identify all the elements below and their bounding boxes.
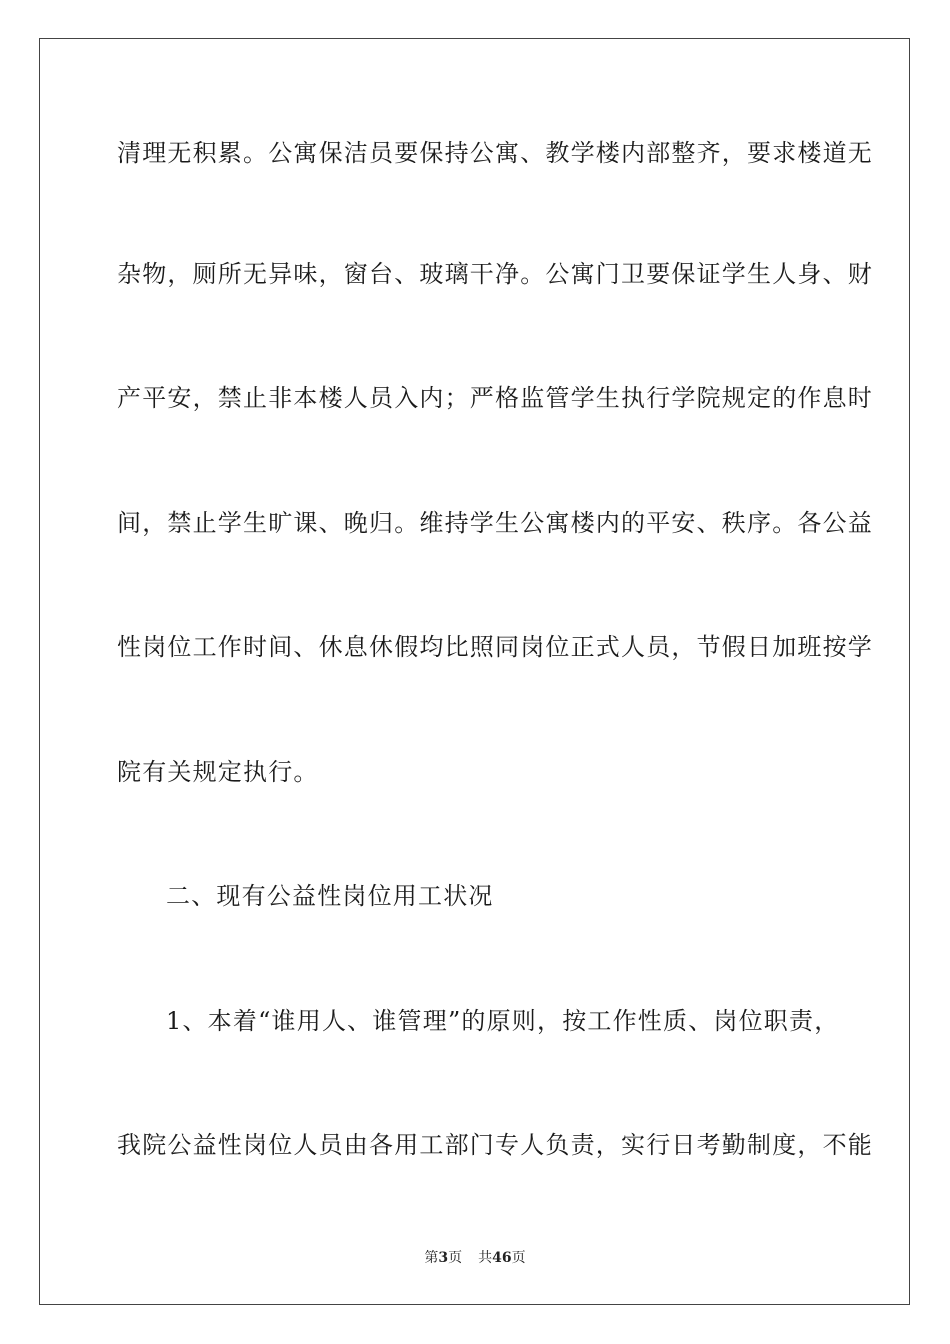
footer-total-prefix: 共 [478, 1250, 493, 1266]
footer-page-suffix: 页 [448, 1250, 463, 1266]
body-line-2: 杂物，厕所无异味，窗台、玻璃干净。公寓门卫要保证学生人身、财 [117, 260, 873, 288]
page-footer [0, 1249, 950, 1267]
body-line-3: 产平安，禁止非本楼人员入内；严格监管学生执行学院规定的作息时 [117, 384, 873, 412]
body-line-9: 我院公益性岗位人员由各用工部门专人负责，实行日考勤制度，不能 [117, 1131, 873, 1159]
body-line-8: 1、本着“谁用人、谁管理”的原则，按工作性质、岗位职责， [166, 1007, 840, 1035]
footer-page-prefix: 第 [424, 1250, 439, 1266]
section-heading: 二、现有公益性岗位用工状况 [166, 882, 494, 910]
body-line-1: 清理无积累。公寓保洁员要保持公寓、教学楼内部整齐，要求楼道无 [117, 139, 873, 167]
body-line-6: 院有关规定执行。 [117, 758, 319, 786]
footer-total-suffix: 页 [511, 1250, 526, 1266]
footer-total-pages: 46 [492, 1250, 512, 1266]
body-line-5: 性岗位工作时间、休息休假均比照同岗位正式人员，节假日加班按学 [117, 633, 873, 661]
footer-page-number: 3 [438, 1250, 449, 1266]
page-border [39, 38, 910, 1305]
body-line-4: 间，禁止学生旷课、晚归。维持学生公寓楼内的平安、秩序。各公益 [117, 509, 873, 537]
